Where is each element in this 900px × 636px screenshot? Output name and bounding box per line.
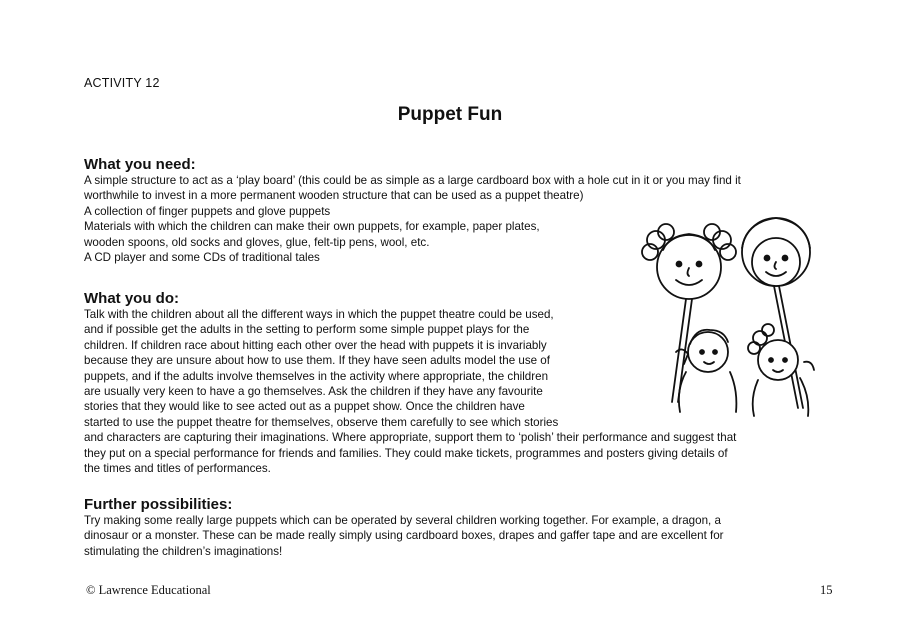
children-with-stick-puppets-illustration (636, 212, 836, 420)
text-line: stimulating the children’s imaginations! (84, 544, 283, 558)
section-heading: What you do: (84, 290, 179, 307)
text-line: and characters are capturing their imaginations. Where appropriate, support them to ‘polish’ their performance and suggest that (84, 431, 737, 445)
text-line: and if possible get the adults in the setting to perform some simple puppet plays for the (84, 323, 530, 337)
section-further-possibilities (84, 496, 832, 559)
child-right-icon (748, 324, 814, 416)
page-number: 15 (820, 583, 833, 597)
section-heading: What you need: (84, 156, 196, 173)
text-line: are usually very keen to have a go themselves. Ask the children if they have any favourite (84, 385, 543, 399)
text-line: worthwhile to invest in a more permanent wooden structure that can be used as a puppet theatre) (84, 189, 584, 203)
text-line: stories that they would like to see acted out as a puppet show. Once the children have (84, 400, 525, 414)
text-line: the times and titles of performances. (84, 462, 271, 476)
text-line: they put on a special performance for friends and families. They could make tickets, programmes and posters giving details of (84, 446, 728, 460)
text-line: dinosaur or a monster. These can be made really simply using cardboard boxes, drapes and gaffer tape and are excellent for (84, 529, 724, 543)
text-line: puppets, and if the adults involve themselves in the activity where appropriate, the children (84, 369, 549, 383)
section-heading: Further possibilities: (84, 496, 233, 513)
text-line: Talk with the children about all the different ways in which the puppet theatre could be used, (84, 308, 554, 321)
text-line: A CD player and some CDs of traditional tales (84, 251, 320, 265)
text-line: Materials with which the children can make their own puppets, for example, paper plates, (84, 220, 540, 234)
text-line: wooden spoons, old socks and gloves, glue, felt-tip pens, wool, etc. (84, 235, 430, 249)
text-line: started to use the puppet theatre for themselves, observe them carefully to see which stories (84, 415, 559, 429)
child-left-icon (676, 330, 736, 412)
text-line: A collection of finger puppets and glove puppets (84, 204, 331, 218)
page-title: Puppet Fun (397, 104, 503, 125)
copyright-footer: © Lawrence Educational (86, 583, 211, 597)
text-line: Try making some really large puppets which can be operated by several children working together. For example, a dragon, a (84, 514, 721, 527)
text-line: children. If children race about hitting each other over the head with puppets it is invariably (84, 338, 547, 352)
activity-number: ACTIVITY 12 (84, 76, 160, 90)
text-line: A simple structure to act as a ‘play board’ (this could be as simple as a large cardboard box with a hole cut in it or you may find it (84, 174, 741, 187)
text-line: because they are unsure about how to use them. If they have seen adults model the use of (84, 354, 550, 368)
puppet-left-icon (642, 224, 736, 402)
